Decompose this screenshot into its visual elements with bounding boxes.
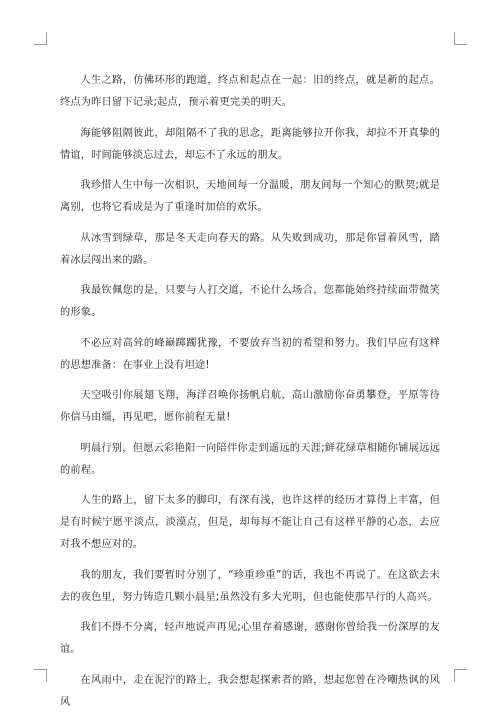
crop-mark-bottom-right bbox=[454, 669, 467, 682]
paragraph: 天空吸引你展翅飞翔，海洋召唤你扬帆启航，高山激励你奋勇攀登，平原等待你信马由缰，再见吧，愿你前程无量! bbox=[60, 390, 440, 423]
paragraph: 我珍惜人生中每一次相识，天地间每一分温暖，朋友间每一个知心的默契;就是离别，也将它看成是为了重逢时加倍的欢乐。 bbox=[60, 180, 440, 213]
paragraph: 人生之路，仿佛环形的跑道，终点和起点在一起：旧的终点，就是新的起点。终点为昨日留下记录;起点，预示着更完美的明天。 bbox=[60, 75, 440, 108]
paragraph: 我的朋友，我们要暂时分别了，“珍重珍重”的话，我也不再说了。在这欲去未去的夜色里，努力铸造几颗小晨星;虽然没有多大光明，但也能使那早行的人高兴。 bbox=[60, 569, 440, 603]
paragraph: 从冰雪到绿草，那是冬天走向春天的路。从失败到成功，那是你冒着风雪，踏着冰层闯出来的路。 bbox=[60, 232, 440, 266]
document-body bbox=[60, 70, 440, 722]
paragraph: 不必应对高耸的峰巅踯躅犹豫，不要放弃当初的希望和努力。我们早应有这样的思想准备：在事业上没有坦途! bbox=[60, 337, 440, 371]
paragraph: 在风雨中，走在泥泞的路上，我会想起探索者的路，想起您曾在冷嘲热讽的风风 bbox=[60, 674, 440, 708]
crop-mark-bottom-left bbox=[34, 669, 47, 682]
paragraph: 海能够阻隔彼此，却阻隔不了我的思念，距离能够拉开你我，却拉不开真挚的情谊，时间能够淡忘过去，却忘不了永远的朋友。 bbox=[60, 127, 440, 161]
paragraph: 我们不得不分离，轻声地说声再见;心里存着感谢，感谢你曾给我一份深厚的友谊。 bbox=[60, 622, 440, 655]
paragraph: 明晨行别，但愿云彩艳阳一向陪伴你走到遥远的天涯;鲜花绿草相随你铺展远远的前程。 bbox=[60, 442, 440, 476]
crop-mark-top-left bbox=[34, 32, 47, 45]
paragraph: 人生的路上，留下太多的脚印，有深有浅，也许这样的经历才算得上丰富，但是有时候宁愿平淡点，淡漠点，但是，却每每不能让自己有这样平静的心态，去应对我不想应对的。 bbox=[60, 495, 440, 550]
crop-mark-top-right bbox=[454, 32, 467, 45]
paragraph: 我最钦佩您的是，只要与人打交道，不论什么场合，您都能始终持续面带微笑的形象。 bbox=[60, 285, 440, 318]
